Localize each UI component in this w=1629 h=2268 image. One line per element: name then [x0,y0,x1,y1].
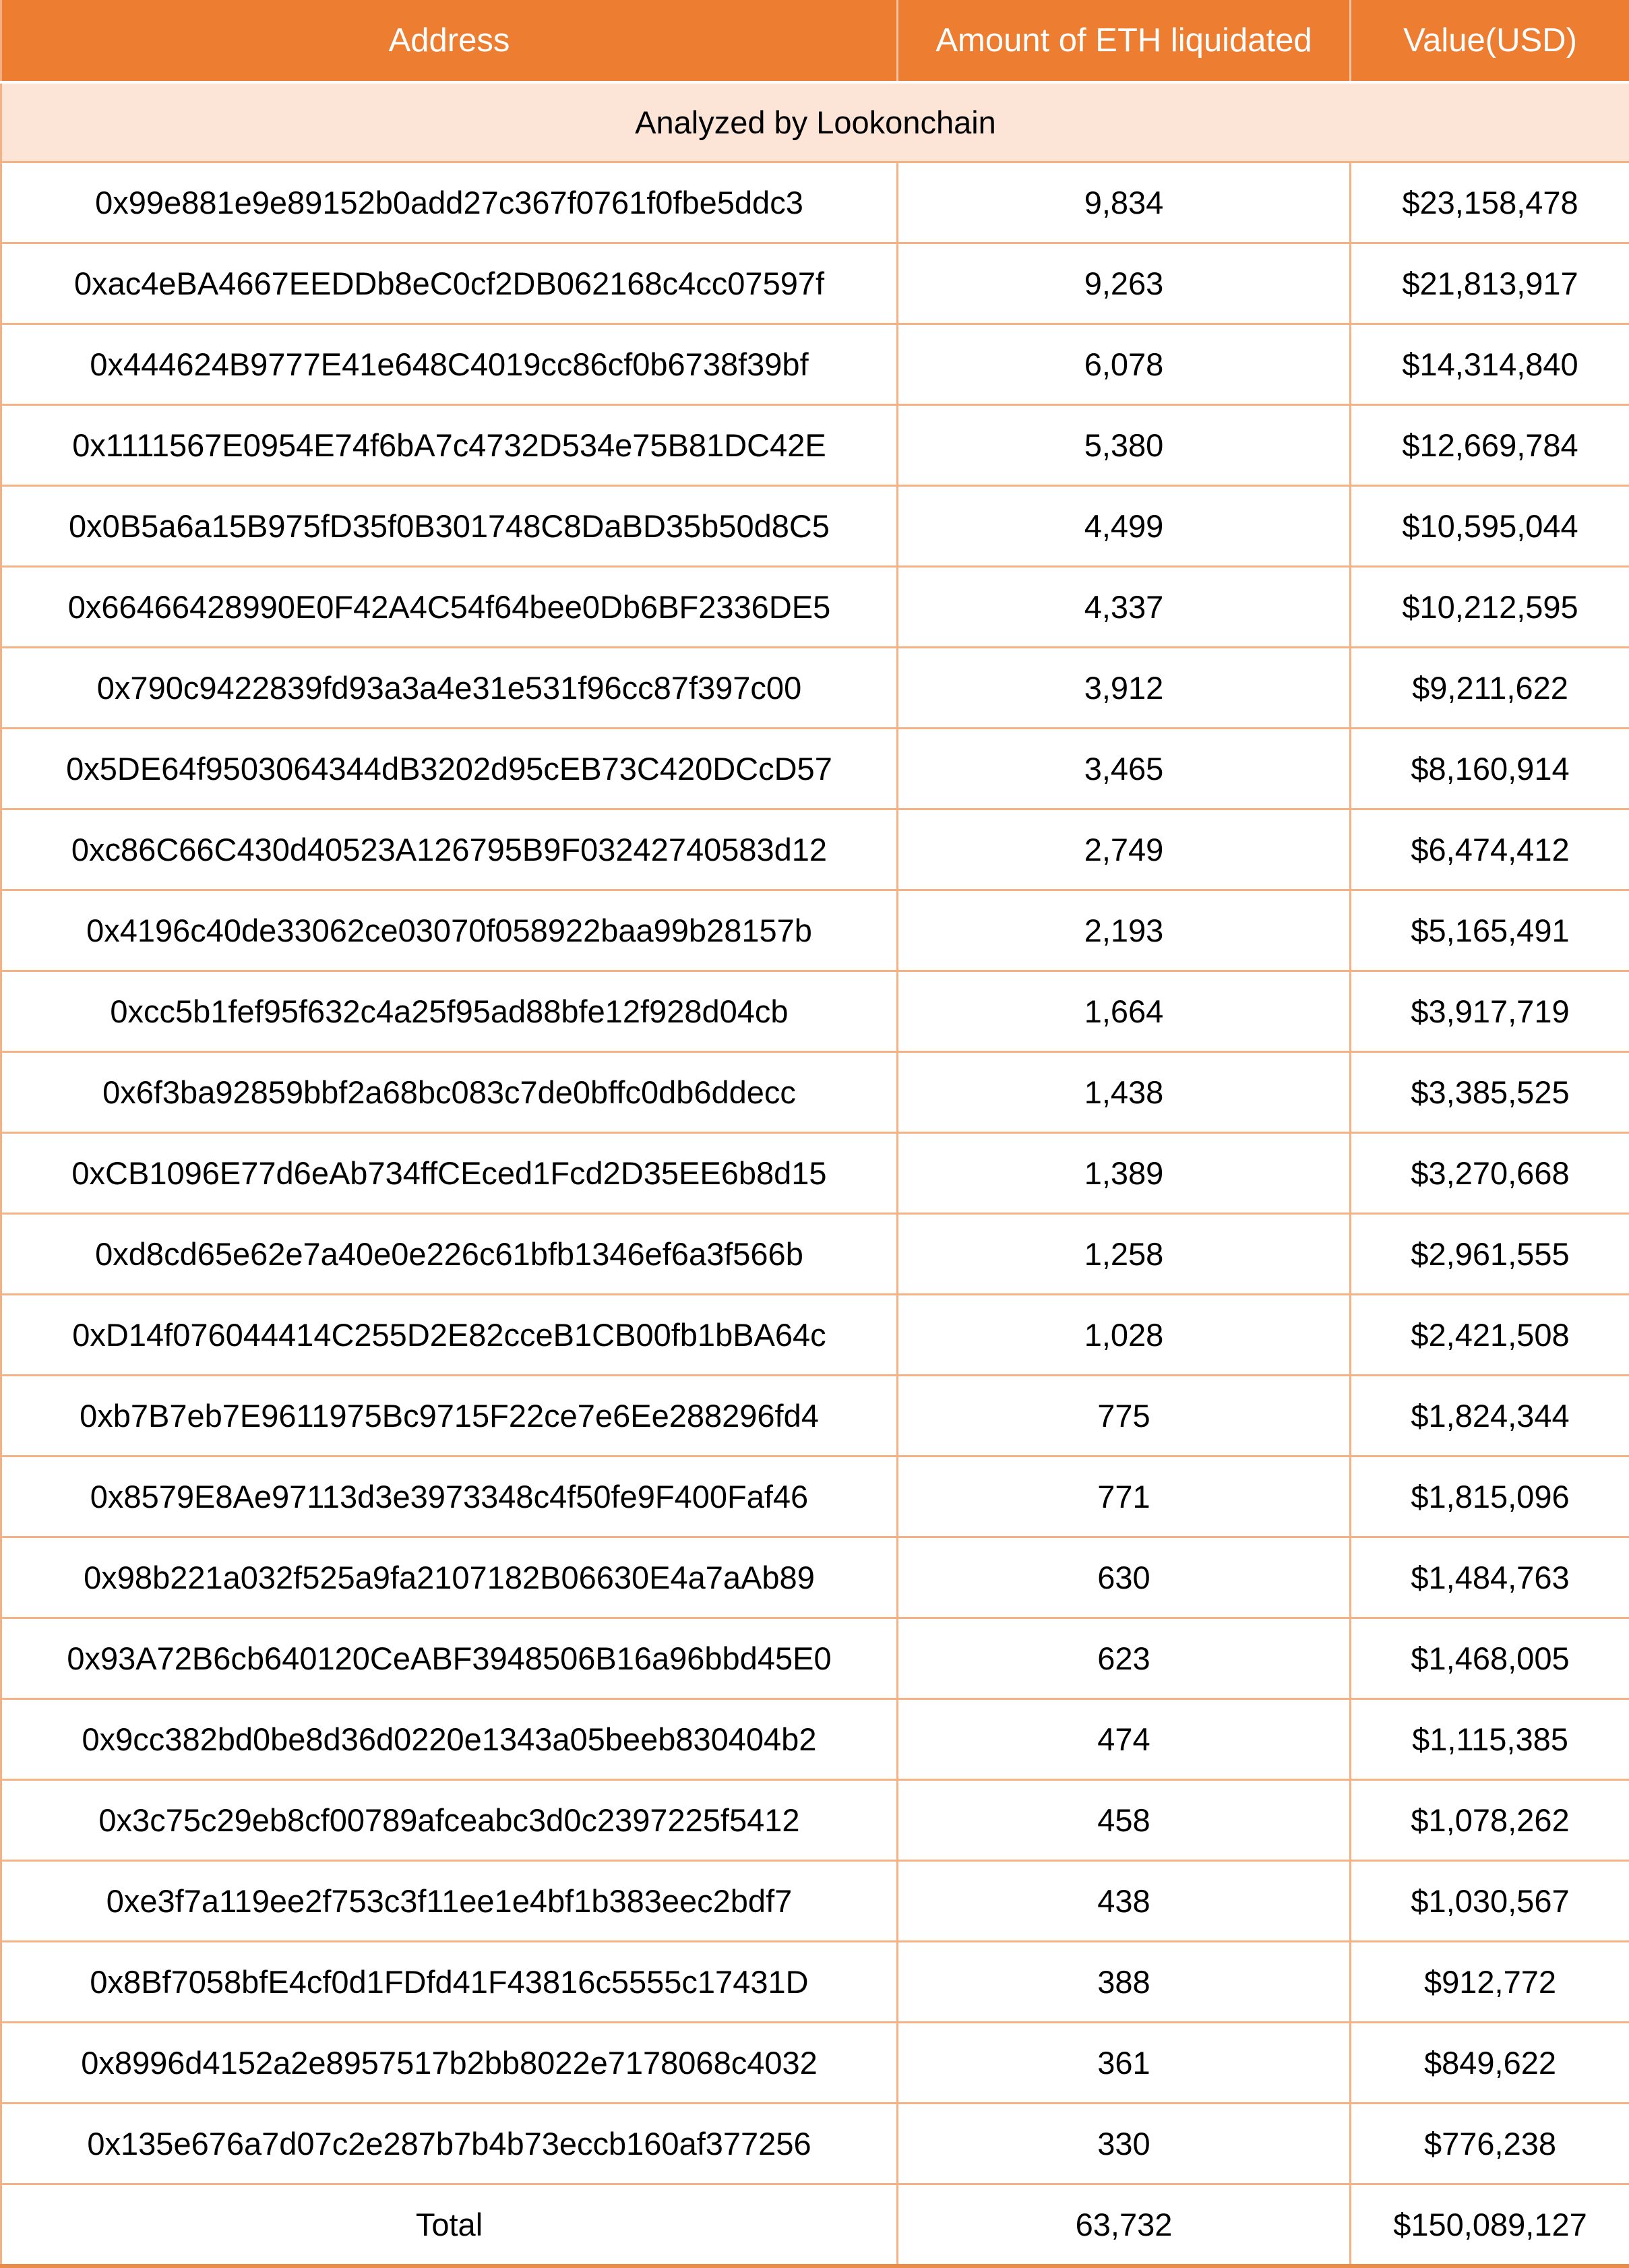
total-amount-cell: 63,732 [898,2184,1351,2266]
banner-row [1,82,1629,162]
table-row [1,1779,1629,1860]
table-row [1,1132,1629,1213]
amount-cell: 474 [898,1698,1351,1779]
value-cell: $8,160,914 [1351,728,1629,809]
amount-cell: 5,380 [898,404,1351,485]
address-cell: 0x135e676a7d07c2e287b7b4b73eccb160af377256 [1,2103,898,2184]
address-cell: 0x0B5a6a15B975fD35f0B301748C8DaBD35b50d8C5 [1,485,898,566]
amount-cell: 9,263 [898,243,1351,324]
amount-cell: 771 [898,1456,1351,1537]
table-foot [1,2184,1629,2266]
address-cell: 0x5DE64f9503064344dB3202d95cEB73C420DCcD57 [1,728,898,809]
value-cell: $1,115,385 [1351,1698,1629,1779]
analyzed-by-banner: Analyzed by Lookonchain [1,82,1629,162]
address-cell: 0xb7B7eb7E9611975Bc9715F22ce7e6Ee288296fd4 [1,1375,898,1456]
table-row [1,971,1629,1051]
address-cell: 0x8Bf7058bfE4cf0d1FDfd41F43816c5555c17431D [1,1941,898,2022]
amount-cell: 438 [898,1860,1351,1941]
amount-cell: 388 [898,1941,1351,2022]
amount-cell: 3,912 [898,647,1351,728]
address-cell: 0xcc5b1fef95f632c4a25f95ad88bfe12f928d04cb [1,971,898,1051]
amount-cell: 6,078 [898,324,1351,404]
address-cell: 0x790c9422839fd93a3a4e31e531f96cc87f397c00 [1,647,898,728]
table-row [1,2103,1629,2184]
address-cell: 0x66466428990E0F42A4C54f64bee0Db6BF2336DE5 [1,566,898,647]
column-header-amount: Amount of ETH liquidated [898,0,1351,82]
amount-cell: 330 [898,2103,1351,2184]
table-row [1,1537,1629,1618]
amount-cell: 3,465 [898,728,1351,809]
table-row [1,1294,1629,1375]
address-cell: 0x98b221a032f525a9fa2107182B06630E4a7aAb89 [1,1537,898,1618]
total-row [1,2184,1629,2266]
value-cell: $2,961,555 [1351,1213,1629,1294]
table-row [1,485,1629,566]
value-cell: $3,385,525 [1351,1051,1629,1132]
table-row [1,1941,1629,2022]
address-cell: 0x4196c40de33062ce03070f058922baa99b28157b [1,890,898,971]
value-cell: $1,815,096 [1351,1456,1629,1537]
table-row [1,243,1629,324]
address-cell: 0x444624B9777E41e648C4019cc86cf0b6738f39bf [1,324,898,404]
table-row [1,647,1629,728]
table-head [1,0,1629,162]
total-value-cell: $150,089,127 [1351,2184,1629,2266]
table-row [1,1618,1629,1698]
value-cell: $10,595,044 [1351,485,1629,566]
address-cell: 0xD14f076044414C255D2E82cceB1CB00fb1bBA64c [1,1294,898,1375]
amount-cell: 1,389 [898,1132,1351,1213]
value-cell: $9,211,622 [1351,647,1629,728]
address-cell: 0xe3f7a119ee2f753c3f11ee1e4bf1b383eec2bdf7 [1,1860,898,1941]
table-row [1,809,1629,890]
address-cell: 0x9cc382bd0be8d36d0220e1343a05beeb830404b2 [1,1698,898,1779]
table-row [1,404,1629,485]
amount-cell: 1,438 [898,1051,1351,1132]
value-cell: $912,772 [1351,1941,1629,2022]
address-cell: 0x3c75c29eb8cf00789afceabc3d0c2397225f5412 [1,1779,898,1860]
amount-cell: 9,834 [898,162,1351,243]
amount-cell: 1,664 [898,971,1351,1051]
table-row [1,1698,1629,1779]
table-row [1,1456,1629,1537]
value-cell: $14,314,840 [1351,324,1629,404]
value-cell: $1,468,005 [1351,1618,1629,1698]
amount-cell: 361 [898,2022,1351,2103]
value-cell: $3,270,668 [1351,1132,1629,1213]
value-cell: $21,813,917 [1351,243,1629,324]
amount-cell: 4,499 [898,485,1351,566]
value-cell: $5,165,491 [1351,890,1629,971]
address-cell: 0x8996d4152a2e8957517b2bb8022e7178068c4032 [1,2022,898,2103]
table-row [1,324,1629,404]
amount-cell: 2,749 [898,809,1351,890]
amount-cell: 4,337 [898,566,1351,647]
table-row [1,2022,1629,2103]
value-cell: $2,421,508 [1351,1294,1629,1375]
value-cell: $23,158,478 [1351,162,1629,243]
table-row [1,890,1629,971]
amount-cell: 2,193 [898,890,1351,971]
value-cell: $849,622 [1351,2022,1629,2103]
amount-cell: 623 [898,1618,1351,1698]
value-cell: $3,917,719 [1351,971,1629,1051]
table-row [1,1051,1629,1132]
amount-cell: 1,028 [898,1294,1351,1375]
amount-cell: 775 [898,1375,1351,1456]
amount-cell: 1,258 [898,1213,1351,1294]
address-cell: 0x1111567E0954E74f6bA7c4732D534e75B81DC42E [1,404,898,485]
address-cell: 0x99e881e9e89152b0add27c367f0761f0fbe5ddc3 [1,162,898,243]
address-cell: 0xac4eBA4667EEDDb8eC0cf2DB062168c4cc07597f [1,243,898,324]
table-row [1,1213,1629,1294]
value-cell: $10,212,595 [1351,566,1629,647]
address-cell: 0xc86C66C430d40523A126795B9F03242740583d12 [1,809,898,890]
address-cell: 0x6f3ba92859bbf2a68bc083c7de0bffc0db6ddecc [1,1051,898,1132]
value-cell: $776,238 [1351,2103,1629,2184]
table-row [1,728,1629,809]
table-row [1,566,1629,647]
value-cell: $1,824,344 [1351,1375,1629,1456]
column-header-value: Value(USD) [1351,0,1629,82]
table-row [1,162,1629,243]
table-row [1,1375,1629,1456]
amount-cell: 630 [898,1537,1351,1618]
value-cell: $12,669,784 [1351,404,1629,485]
address-cell: 0xd8cd65e62e7a40e0e226c61bfb1346ef6a3f566b [1,1213,898,1294]
address-cell: 0x93A72B6cb640120CeABF3948506B16a96bbd45E0 [1,1618,898,1698]
column-header-address: Address [1,0,898,82]
value-cell: $6,474,412 [1351,809,1629,890]
table-body [1,162,1629,2184]
value-cell: $1,078,262 [1351,1779,1629,1860]
address-cell: 0xCB1096E77d6eAb734ffCEced1Fcd2D35EE6b8d15 [1,1132,898,1213]
table-row [1,1860,1629,1941]
address-cell: 0x8579E8Ae97113d3e3973348c4f50fe9F400Faf46 [1,1456,898,1537]
header-row [1,0,1629,82]
value-cell: $1,030,567 [1351,1860,1629,1941]
total-label-cell: Total [1,2184,898,2266]
value-cell: $1,484,763 [1351,1537,1629,1618]
amount-cell: 458 [898,1779,1351,1860]
